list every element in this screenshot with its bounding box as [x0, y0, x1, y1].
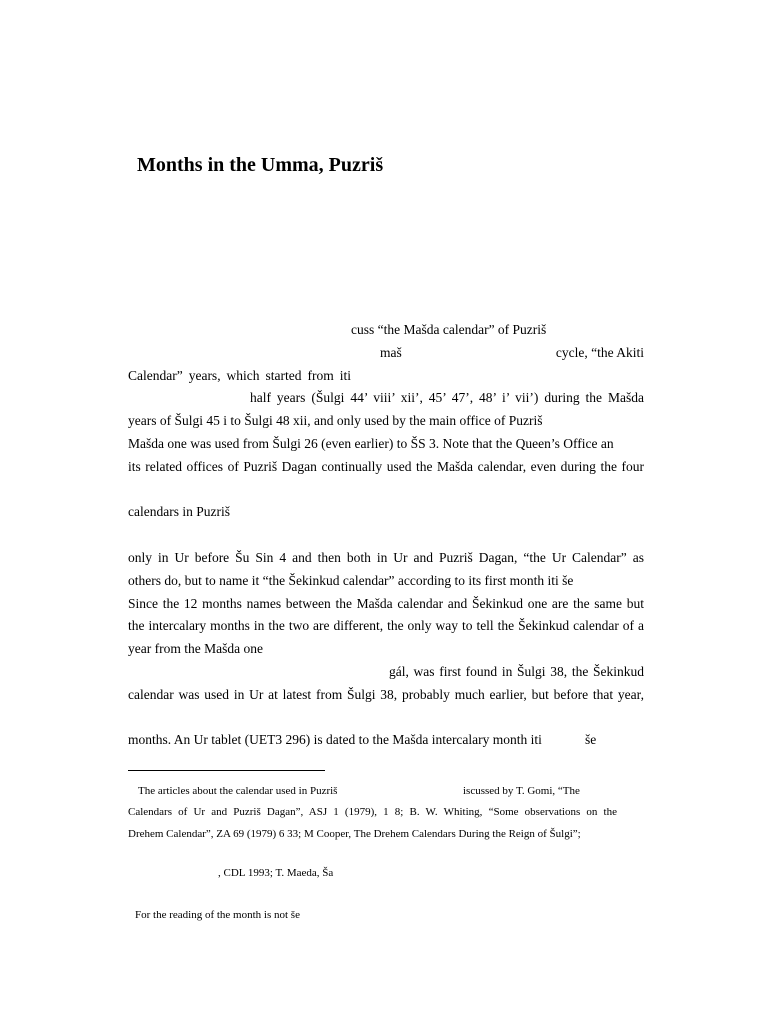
footnote-line: The articles about the calendar used in Puzriš [138, 785, 338, 797]
body-line: maš [380, 345, 402, 360]
body-line: year from the Mašda one [128, 641, 263, 656]
body-line: še [585, 732, 597, 747]
footnote-line: iscussed by T. Gomi, “The [463, 785, 580, 797]
body-line: years of Šulgi 45 i to Šulgi 48 xii, and only used by the main office of Puzriš [128, 413, 543, 428]
body-line: Since the 12 months names between the Mašda calendar and Šekinkud one are the same but [128, 596, 644, 611]
footnote-line: Drehem Calendar”, ZA 69 (1979) 6 33; M Cooper, The Drehem Calendars During the Reign of Šulgi”; [128, 828, 581, 840]
body-line: the intercalary months in the two are different, the only way to tell the Šekinkud calendar of a [128, 618, 644, 633]
body-line: others do, but to name it “the Šekinkud calendar” according to its first month iti še [128, 573, 574, 588]
footnote-line: For the reading of the month is not še [135, 909, 300, 921]
body-line: gál, was first found in Šulgi 38, the Šekinkud [389, 664, 644, 679]
body-line: calendars in Puzriš [128, 504, 230, 519]
page-title: Months in the Umma, Puzriš [137, 154, 384, 176]
body-line: Calendar” years, which started from iti [128, 368, 351, 383]
body-line: cuss “the Mašda calendar” of Puzriš [351, 322, 547, 337]
footnote-line: , CDL 1993; T. Maeda, Ša [218, 867, 334, 879]
body-line: months. An Ur tablet (UET3 296) is dated to the Mašda intercalary month iti [128, 732, 542, 747]
footnote-line: Calendars of Ur and Puzriš Dagan”, ASJ 1 (1979), 1 8; B. W. Whiting, “Some observations on the [128, 806, 617, 818]
body-line: its related offices of Puzriš Dagan continually used the Mašda calendar, even during the four [128, 459, 644, 474]
body-line: Mašda one was used from Šulgi 26 (even earlier) to ŠS 3. Note that the Queen’s Office an [128, 436, 614, 451]
body-line: only in Ur before Šu Sin 4 and then both in Ur and Puzriš Dagan, “the Ur Calendar” as [128, 550, 644, 565]
body-line: calendar was used in Ur at latest from Šulgi 38, probably much earlier, but before that year, [128, 687, 644, 702]
body-line: half years (Šulgi 44’ viii’ xii’, 45’ 47’, 48’ i’ vii’) during the Mašda [250, 390, 644, 405]
body-line: cycle, “the Akiti [555, 345, 644, 360]
footnote-divider [128, 770, 325, 771]
